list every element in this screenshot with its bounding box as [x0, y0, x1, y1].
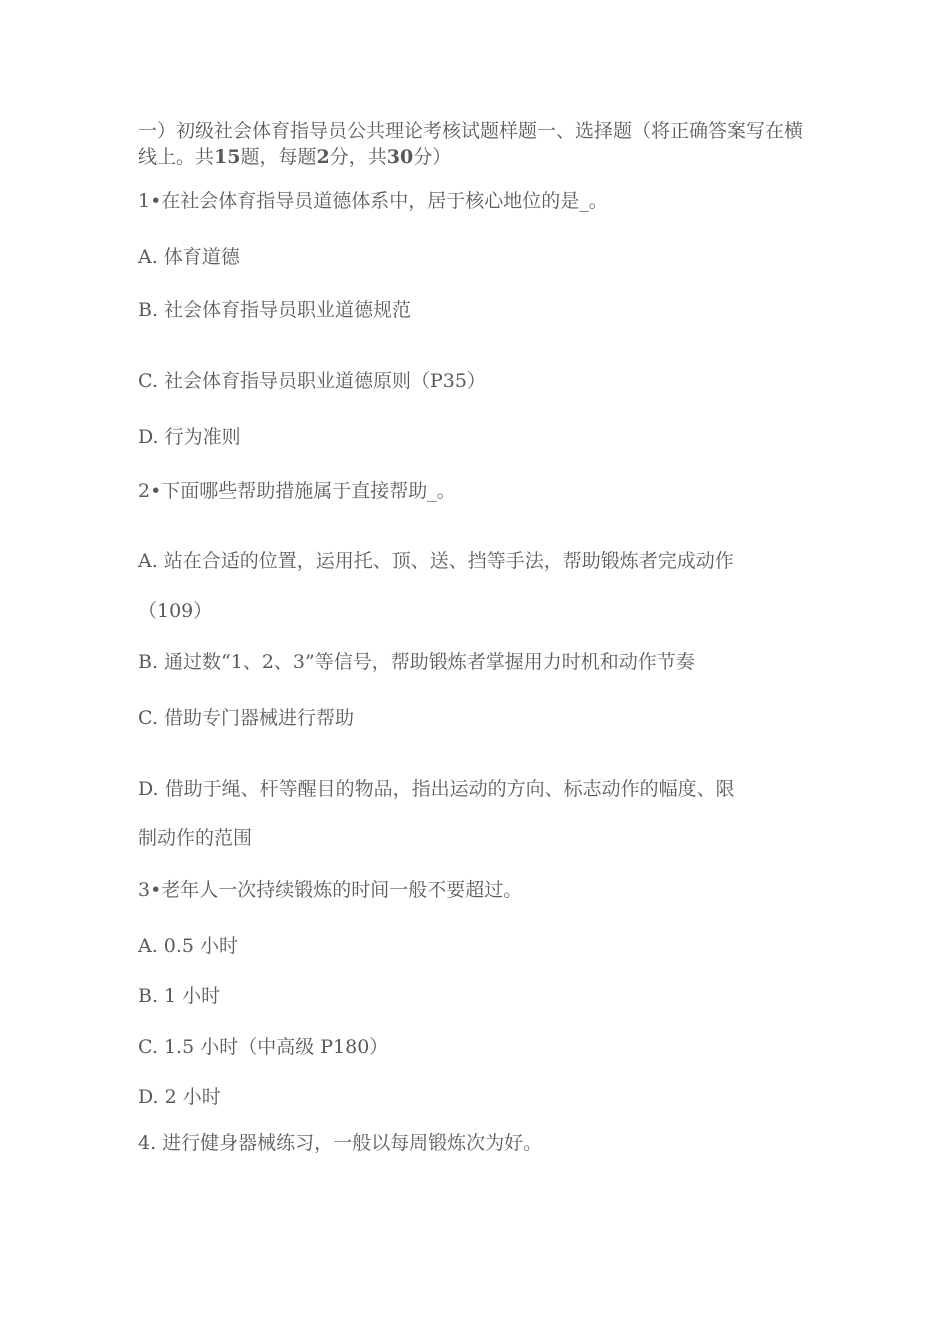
intro-total-questions: 15 — [214, 146, 241, 168]
question-1-stem: 1•在社会体育指导员道德体系中，居于核心地位的是_。 — [138, 190, 608, 212]
question-2-stem: 2•下面哪些帮助措施属于直接帮助_。 — [138, 480, 456, 502]
question-1-option-c: C. 社会体育指导员职业道德原则（P35） — [138, 370, 486, 392]
intro-text-2: 题，每题 — [240, 146, 317, 168]
question-4-stem: 4. 进行健身器械练习，一般以每周锻炼次为好。 — [138, 1132, 543, 1154]
intro-total-points: 30 — [386, 146, 414, 168]
question-2-option-a: A. 站在合适的位置，运用托、顶、送、挡等手法，帮助锻炼者完成动作 — [138, 550, 734, 572]
section-intro — [138, 118, 818, 170]
intro-text-3: 分，共 — [329, 146, 387, 168]
question-3-option-c: C. 1.5 小时（中高级 P180） — [138, 1036, 389, 1058]
question-1-option-d: D. 行为准则 — [138, 426, 241, 448]
intro-points-each: 2 — [316, 146, 330, 168]
question-3-stem: 3•老年人一次持续锻炼的时间一般不要超过。 — [138, 879, 523, 901]
question-3-option-d: D. 2 小时 — [138, 1086, 221, 1108]
question-3-option-b: B. 1 小时 — [138, 985, 221, 1007]
question-2-option-d-cont: 制动作的范围 — [138, 827, 253, 849]
intro-text-1: 一）初级社会体育指导员公共理论考核试题样题一、选择题（将正确答案写在横线上。共 — [138, 120, 804, 168]
question-1-option-b: B. 社会体育指导员职业道德规范 — [138, 299, 412, 321]
question-2-option-b: B. 通过数“1、2、3”等信号，帮助锻炼者掌握用力时机和动作节奏 — [138, 651, 695, 673]
question-3-option-a: A. 0.5 小时 — [138, 935, 239, 957]
question-1-option-a: A. 体育道德 — [138, 246, 240, 268]
question-2-option-d: D. 借助于绳、杆等醒目的物品，指出运动的方向、标志动作的幅度、限 — [138, 778, 735, 800]
intro-text-4: 分） — [413, 146, 452, 168]
question-2-option-a-cont: （109） — [138, 600, 213, 622]
question-2-option-c: C. 借助专门器械进行帮助 — [138, 707, 354, 729]
